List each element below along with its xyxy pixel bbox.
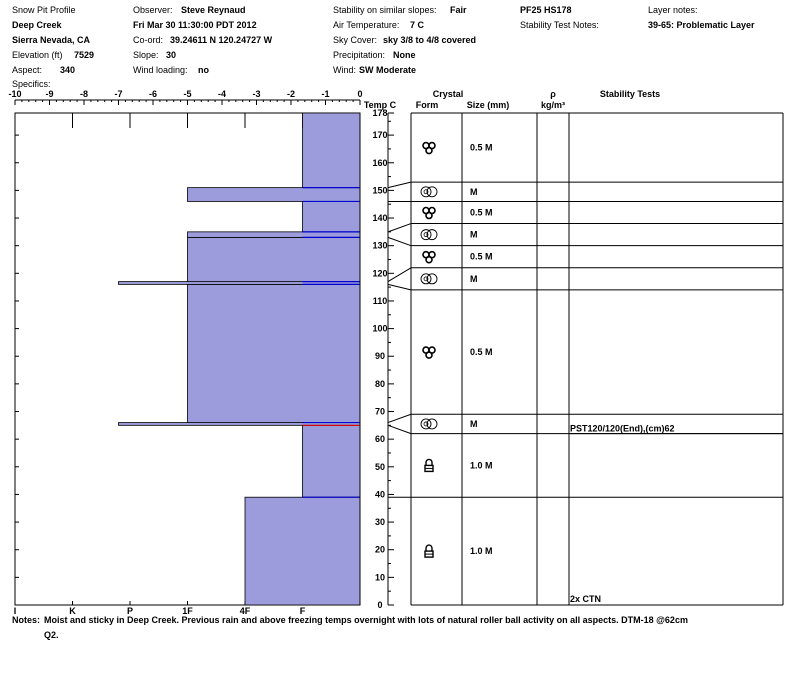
height-tick-label: 160 [372,157,388,168]
crystal-size: M [470,229,478,240]
trefoil-lobe [426,257,432,263]
stability-test-label: PST120/120(End),(cm)62 [570,423,675,434]
temp-tick-label: 0 [357,89,363,99]
temp-tick-label: -7 [114,89,123,99]
height-tick-label: 20 [374,544,386,555]
ring-left [421,274,431,284]
crystal-size: 0.5 M [470,142,493,153]
height-tick-label: 80 [374,378,386,389]
layer-notes-value: 39-65: Problematic Layer [648,20,755,30]
pit-id: PF25 HS178 [520,5,572,15]
temp-tick-label: -10 [8,89,22,99]
layer-connector [388,425,411,433]
height-tick-label: 0 [377,600,383,610]
height-tick-label: 120 [372,268,388,279]
wind-loading-label: Wind loading: [133,65,188,75]
layer-connector [388,268,411,282]
ring-right [427,419,437,429]
ring-left [421,230,431,240]
aspect-label: Aspect: [12,65,43,75]
coord-label: Co-ord: [133,35,164,45]
trefoil-icon [423,143,435,154]
hardness-bar [188,284,361,422]
size-header: Size (mm) [466,100,510,110]
crystal-size: M [470,273,478,284]
lock-shackle [426,459,432,465]
hardness-tick-label: 4F [239,606,251,616]
height-tick-label: 150 [372,185,388,196]
double-ring-icon [421,187,437,197]
notes-line-1: Moist and sticky in Deep Creek. Previous rain and above freezing temps overnight with lots of natural roller ball activity on all aspects. DTM-18 @62cm [44,615,688,625]
location-name: Deep Creek [12,20,62,30]
hardness-bar [303,113,361,188]
hardness-bar [188,232,361,238]
lock-shackle [426,545,432,551]
height-tick-label: 10 [374,572,386,583]
ring-left [421,419,431,429]
crystal-size: 1.0 M [470,460,493,471]
hardness-bar [303,201,361,231]
height-tick-label: 130 [372,240,388,251]
specifics-label: Specifics: [12,79,51,89]
notes-line-2: Q2. [44,630,59,640]
temp-tick-label: -4 [217,89,227,99]
ring-right [427,230,437,240]
temp-tick-label: -5 [183,89,192,99]
trefoil-icon [423,208,435,219]
density-header: ρ [550,89,556,99]
datetime-value: Fri Mar 30 11:30:00 PDT 2012 [133,20,257,30]
sky-value: sky 3/8 to 4/8 covered [383,35,477,45]
slope-label: Slope: [133,50,159,60]
hardness-bar [188,237,361,281]
elevation-label: Elevation (ft) [12,50,63,60]
lock-icon [425,459,433,471]
double-ring-icon [421,419,437,429]
temp-tick-label: -3 [252,89,261,99]
height-tick-label: 140 [372,213,388,224]
hardness-tick-label: K [69,606,76,616]
height-tick-label: 90 [374,351,386,362]
observer-value: Steve Reynaud [181,5,246,15]
temp-tick-label: -6 [148,89,158,99]
temp-tick-label: -1 [321,89,330,99]
ring-right [427,187,437,197]
wind-loading-value: no [198,65,209,75]
height-tick-label: 30 [374,517,386,528]
hardness-bar [188,188,361,202]
hardness-tick-label: I [13,606,17,616]
coord-value: 39.24611 N 120.24727 W [170,35,273,45]
aspect-value: 340 [60,65,76,75]
density-unit-header: kg/m³ [540,100,566,110]
height-tick-label: 100 [372,323,388,334]
region-name: Sierra Nevada, CA [12,35,91,45]
height-tick-label: 40 [374,489,386,500]
air-temp-value: 7 C [410,20,425,30]
hardness-tick-label: F [299,606,306,616]
crystal-size: 0.5 M [470,207,493,218]
form-header: Form [415,100,439,110]
trefoil-icon [423,347,435,358]
layer-connector [388,237,411,245]
height-tick-label: 110 [372,295,388,306]
double-ring-icon [421,274,437,284]
crystal-size: 0.5 M [470,347,493,358]
layer-notes-label: Layer notes: [648,5,698,15]
notes-label: Notes: [12,615,41,625]
hardness-bar [303,425,361,497]
crystal-size: 1.0 M [470,546,493,557]
hardness-tick-label: 1F [182,606,193,616]
crystal-size: 0.5 M [470,251,493,262]
lock-icon [425,545,433,557]
layer-connector [388,224,411,232]
height-tick-label: 178 [372,108,388,118]
hardness-bar [245,497,360,605]
stability-value: Fair [450,5,467,15]
wind-label: Wind: [333,65,357,75]
stability-label: Stability on similar slopes: [333,5,437,15]
precip-label: Precipitation: [333,50,386,60]
height-tick-label: 60 [374,434,386,445]
stability-test-label: 2x CTN [570,594,602,604]
trefoil-lobe [426,213,432,219]
height-tick-label: 70 [374,406,386,417]
profile-type: Snow Pit Profile [12,5,76,15]
temp-tick-label: -8 [79,89,89,99]
ring-left [421,187,431,197]
elevation-value: 7529 [74,50,95,60]
height-tick-label: 170 [372,130,388,141]
wind-value: SW Moderate [359,65,417,75]
ring-right [427,274,437,284]
double-ring-icon [421,230,437,240]
observer-label: Observer: [133,5,173,15]
slope-value: 30 [166,50,177,60]
trefoil-lobe [426,352,432,358]
layer-connector [388,284,411,290]
temp-tick-label: -2 [286,89,296,99]
stability-header: Stability Tests [599,89,661,99]
hardness-tick-label: P [126,606,134,616]
crystal-size: M [470,418,478,429]
crystal-size: M [470,186,478,197]
sky-label: Sky Cover: [333,35,378,45]
precip-value: None [393,50,416,60]
temp-tick-label: -9 [45,89,54,99]
trefoil-lobe [426,148,432,154]
layer-connector [388,182,411,188]
stability-notes-label: Stability Test Notes: [520,20,599,30]
air-temp-label: Air Temperature: [333,20,400,30]
layer-connector [388,414,411,422]
trefoil-icon [423,252,435,263]
temp-column-header: Temp C [363,100,397,110]
height-tick-label: 50 [374,461,386,472]
crystal-header: Crystal [432,89,464,99]
